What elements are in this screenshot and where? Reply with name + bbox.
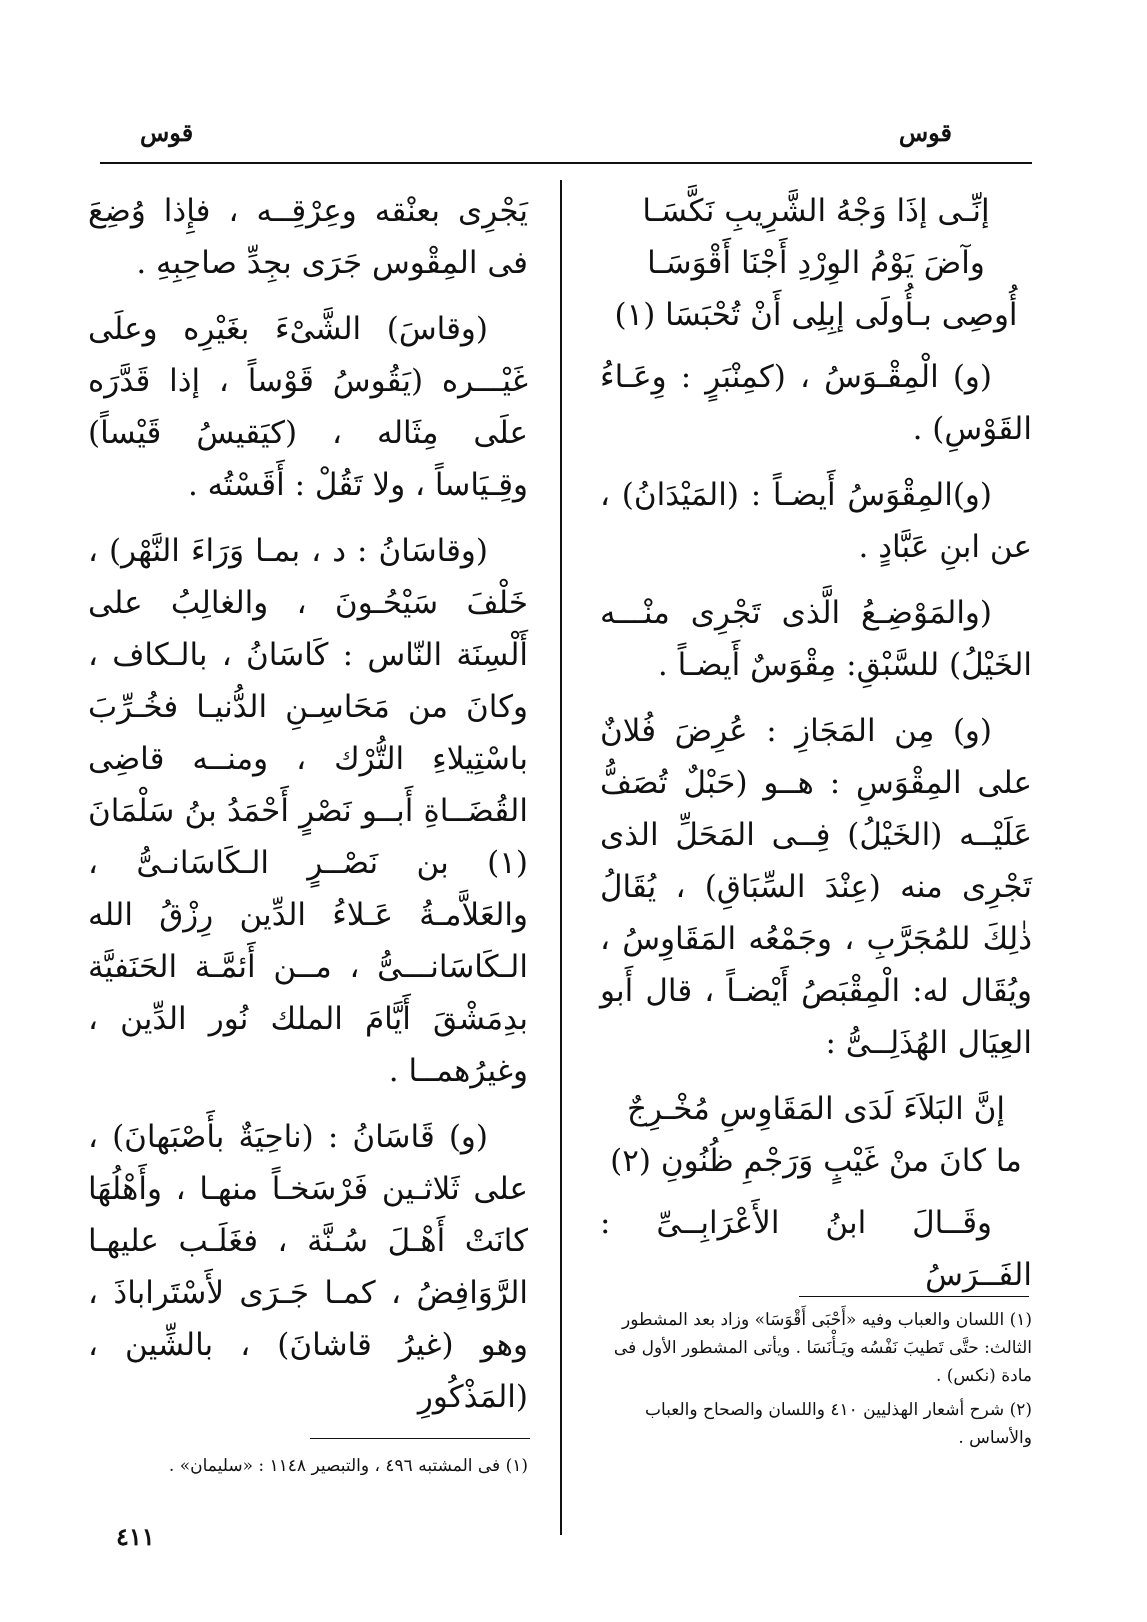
paragraph: (والمَوْضِـعُ الَّذى تَجْرِى منْـــه الخَيْلُ) للسَّبْقِ: مِقْوَسٌ أَيضـاً . [600, 595, 1032, 683]
paragraph: (و) قَاسَانُ : (ناحِيَةٌ بأَصْبَهانَ) ، على ثَلاثـين فَرْسَخـاً منهـا ، وأَهْلُهَا كانَتْ أَهْـلَ سُـنَّة ، فغَلَـب عليهـا الرَّوَافِضُ ، كمـا جَـرَى لأَسْتَراباذَ ، وهو (غيرُ قاشانَ) ، بالشِّين ، (المَذْكُورِ [88, 1119, 528, 1415]
verse-line: إنَّ البَلاَءَ لَدَى المَقَاوِسِ مُخْـرِجٌ [627, 1091, 1005, 1127]
footnote: (١) فى المشتبه ٤٩٦ ، والتبصير ١١٤٨ : «سليمان» . [168, 1456, 528, 1476]
left-column [88, 185, 528, 1437]
page-number: ٤١١ [116, 1522, 155, 1551]
verse-line: أُوصِى بـأُولَى إبِلِى أَنْ تُحْبَسَا (١) [614, 297, 1018, 333]
column-divider [560, 180, 562, 1535]
right-column [600, 185, 1032, 1315]
running-head-right: قوس [898, 118, 952, 147]
footnotes-right [600, 1306, 1032, 1458]
verse-line: وآضَ يَوْمُ الوِرْدِ أَجْنَا أَقْوَسَـا [647, 245, 985, 281]
footnote-rule-right [799, 1296, 1029, 1297]
paragraph: (و) مِن المَجَازِ : عُرِضَ فُلانٌ على المِقْوَسِ : هــو (حَبْلٌ تُصَفُّ عَلَيْــه (الخَيْلُ) فِــى المَحَلِّ الذى تَجْرِى منه (عِنْدَ السِّبَاقِ) ، يُقَالُ ذٰلِكَ للمُجَرَّبِ ، وجَمْعُه المَقَاوِسُ ، ويُقَال له: الْمِقْبَصُ أَيْضـاً ، قال أَبو العِيَال الهُذَلِــىُّ : [600, 713, 1032, 1061]
verse-block-1 [600, 185, 1032, 341]
footnote: (٢) شرح أشعار الهذليين ٤١٠ واللسان والصحاح والعباب والأساس . [644, 1400, 1032, 1448]
paragraph: يَجْرِى بعنْقه وعِرْقِــه ، فإِذا وُضِعَ فى المِقْوس جَرَى بجِدِّ صاحِبِهِ . [88, 193, 528, 281]
paragraph: (وقاسَ) الشَّىْءَ بغَيْرِه وعلَى غَيْـــره (يَقُوسُ قَوْساً ، إذا قَدَّرَه علَى مِثَاله ، (كيَقيسُ قَيْساً) وقِـيَاساً ، ولا تَقُلْ : أَقَسْتُه . [88, 311, 528, 503]
paragraph: (وقاسَانُ : د ، بمـا وَرَاءَ النَّهْر) ، خَلْفَ سَيْحُـونَ ، والغالِبُ على أَلْسِنَة النّاس : كَاسَانُ ، بالـكاف ، وكانَ من مَحَاسِـنِ الدُّنيـا فخُـرِّبَ باسْتِيلاءِ التُّرْك ، ومنــه قاضِى القُضَــاةِ أَبــو نَصْرٍ أَحْمَدُ بنُ سَلْمَانَ (١) بن نَصْــرٍ الـكَاسَانـىُّ ، والعَلاَّمـةُ عَـلاءُ الدِّين رِزْقُ الله الـكَاسَانـــىُّ ، مــن أَئمَّـة الحَنَفيَّة بدِمَشْقَ أَيَّامَ الملك نُور الدِّين ، وغيرُهمــا . [88, 533, 528, 1089]
footnote: (١) اللسان والعباب وفيه «أَحْبَى أَقْوَسَا» وزاد بعد المشطور الثالث: حتَّى تَطيبَ نَفْسُه ويَـأْنَسَا . ويأتى المشطور الأول فى مادة (نكس) . [613, 1310, 1032, 1386]
paragraph: (و)المِقْوَسُ أَيضـاً : (المَيْدَانُ) ، عن ابنِ عَبَّادٍ . [600, 477, 1032, 565]
running-head-left: قوس [140, 118, 194, 147]
verse-line: إنِّـى إذَا وَجْهُ الشَّرِيبِ نَكَّسَـا [642, 193, 990, 229]
paragraph: (و) الْمِقْـوَسُ ، (كمِنْبَرٍ : وِعَـاءُ القَوْسِ) . [600, 359, 1032, 447]
verse-block-2 [600, 1083, 1032, 1187]
header-rule [100, 162, 1032, 164]
footnotes-left [88, 1452, 528, 1486]
verse-line: ما كانَ منْ غَيْبٍ وَرَجْمِ ظُنُونِ (٢) [610, 1143, 1022, 1179]
footnote-rule-left [310, 1438, 530, 1439]
paragraph: وقَــالَ ابنُ الأَعْرَابِــىِّ : الفَــرَسُ [600, 1205, 1032, 1293]
